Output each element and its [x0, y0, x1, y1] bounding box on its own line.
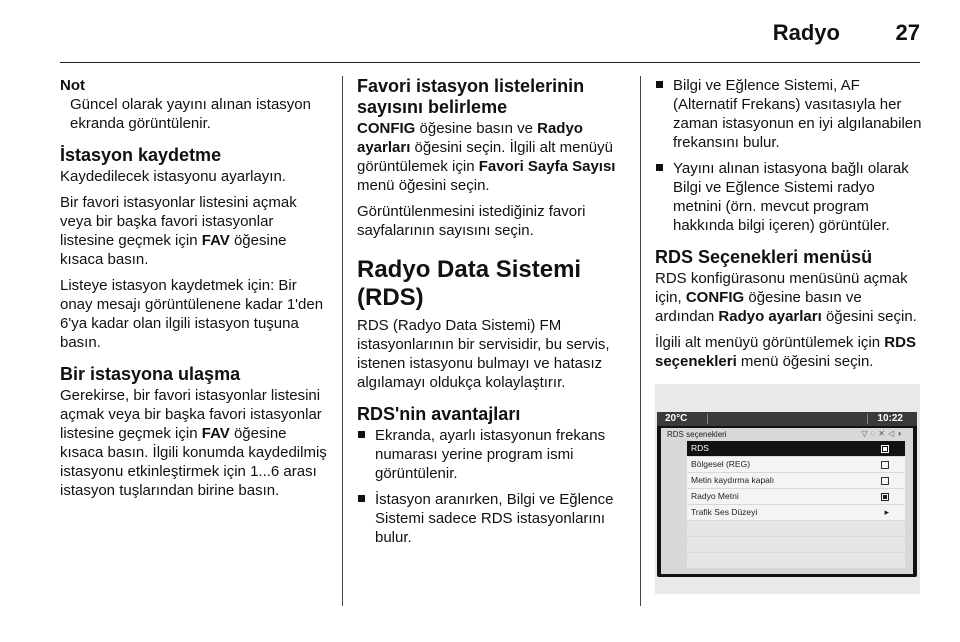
- checked-box-icon: [881, 441, 889, 456]
- page-header: [0, 14, 960, 54]
- column-divider: [640, 76, 641, 606]
- bluetooth-icon: ✕: [878, 429, 888, 438]
- checked-box-icon: [881, 489, 889, 504]
- bullet-list: [655, 76, 925, 235]
- bullet-icon: [656, 81, 663, 88]
- column-3: [655, 76, 925, 378]
- column-1: [60, 76, 328, 507]
- paragraph: CONFIG öğesine basın ve Radyo ayarları öğesini seçin. İlgili alt menüyü görüntülemek için Favori Sayfa Sayısı menü öğesini seçin.: [357, 120, 616, 194]
- bullet-icon: [358, 495, 365, 502]
- section-heading: RDS'nin avantajları: [357, 404, 521, 424]
- traffic-icon: ◁: [888, 429, 898, 438]
- arrow-right-icon: ▸: [884, 507, 889, 517]
- paragraph: RDS konfigürasonu menüsünü açmak için, CONFIG öğesine basın ve ardından Radyo ayarları öğesini seçin.: [655, 270, 917, 325]
- paragraph: RDS (Radyo Data Sistemi) FM istasyonlarının bir servisidir, bu servis, istenen istasyonu bulmayı ve hatasız algılamayı oldukça kolaylaştırır.: [357, 317, 610, 391]
- menu-item-label: Metin kaydırma kapalı: [691, 475, 775, 485]
- menu-item-label: Radyo Metni: [691, 491, 739, 501]
- list-item: İstasyon aranırken, Bilgi ve Eğlence Sistemi sadece RDS istasyonlarını bulur.: [357, 490, 627, 547]
- menu-title: RDS seçenekleri: [667, 430, 727, 439]
- volume-icon: ◖: [897, 429, 905, 438]
- screen-illustration: [655, 384, 920, 594]
- menu-item[interactable]: [687, 489, 905, 504]
- list-item: Bilgi ve Eğlence Sistemi, AF (Alternatif Frekans) vasıtasıyla her zaman istasyonun en iyi algılanabilen frekansını bulur.: [655, 76, 925, 152]
- menu-item[interactable]: [687, 473, 905, 488]
- bullet-list: [357, 426, 627, 547]
- chapter-heading: Radyo Data Sistemi (RDS): [357, 256, 582, 311]
- section-heading: Bir istasyona ulaşma: [60, 364, 241, 384]
- column-2: [357, 76, 627, 554]
- page-number: 27: [895, 20, 920, 45]
- menu-item[interactable]: [687, 457, 905, 472]
- column-divider: [342, 76, 343, 606]
- bullet-icon: [656, 164, 663, 171]
- paragraph: Görüntülenmesini istediğiniz favori sayfalarının sayısını seçin.: [357, 203, 586, 239]
- empty-row: [687, 553, 905, 568]
- paragraph: Bir favori istasyonlar listesini açmak veya bir başka favori istasyonlar listesine geçmek için FAV öğesine kısaca basın.: [60, 194, 297, 268]
- rds-options-menu: [661, 428, 913, 574]
- menu-item[interactable]: [687, 441, 905, 456]
- menu-item-label: Trafik Ses Düzeyi: [691, 507, 758, 517]
- paragraph: Gerekirse, bir favori istasyonlar listesini açmak veya bir başka favori istasyonlar listesine geçmek için FAV öğesine kısaca basın. İlgili konumda kaydedilmiş istasyonu etkinleştirmek için 1...6 arası istasyon tuşlarından birine basın.: [60, 387, 327, 499]
- empty-row: [687, 537, 905, 552]
- temperature-readout: 20°C: [665, 413, 688, 424]
- list-item: Ekranda, ayarlı istasyonun frekans numarası yerine program ismi görüntülenir.: [357, 426, 627, 483]
- note-text: Güncel olarak yayını alınan istasyon ekranda görüntülenir.: [70, 96, 311, 132]
- header-title: Radyo: [772, 20, 840, 45]
- menu-item-label: Bölgesel (REG): [691, 459, 751, 469]
- checkbox-icon: [881, 457, 889, 472]
- menu-list: [687, 441, 905, 569]
- phone-icon: ◌: [870, 429, 879, 438]
- menu-item-label: RDS: [691, 443, 709, 453]
- section-heading: İstasyon kaydetme: [60, 145, 222, 165]
- bullet-icon: [358, 431, 365, 438]
- section-heading: RDS Seçenekleri menüsü: [655, 247, 873, 267]
- list-item: Yayını alınan istasyona bağlı olarak Bilgi ve Eğlence Sistemi radyo metnini (örn. mevcut program hakkında bilgi içeren) görüntüler.: [655, 159, 925, 235]
- paragraph: İlgili alt menüyü görüntülemek için RDS seçenekleri menü öğesini seçin.: [655, 334, 916, 370]
- status-icons: [861, 429, 905, 438]
- paragraph: Listeye istasyon kaydetmek için: Bir onay mesajı görüntülenene kadar 1'den 6'ya kadar olan ilgili istasyon tuşuna basın.: [60, 277, 324, 351]
- status-bar: [657, 412, 917, 426]
- menu-item[interactable]: [687, 505, 905, 520]
- section-heading: Favori istasyon listelerinin sayısını belirleme: [357, 76, 585, 117]
- clock-readout: 10:22: [877, 413, 903, 424]
- checkbox-icon: [881, 473, 889, 488]
- paragraph: Kaydedilecek istasyonu ayarlayın.: [60, 168, 286, 185]
- infotainment-screen: [657, 412, 917, 577]
- signal-icon: ▽: [861, 429, 871, 438]
- note-label: Not: [60, 77, 85, 94]
- empty-row: [687, 521, 905, 536]
- header-rule: [60, 62, 920, 63]
